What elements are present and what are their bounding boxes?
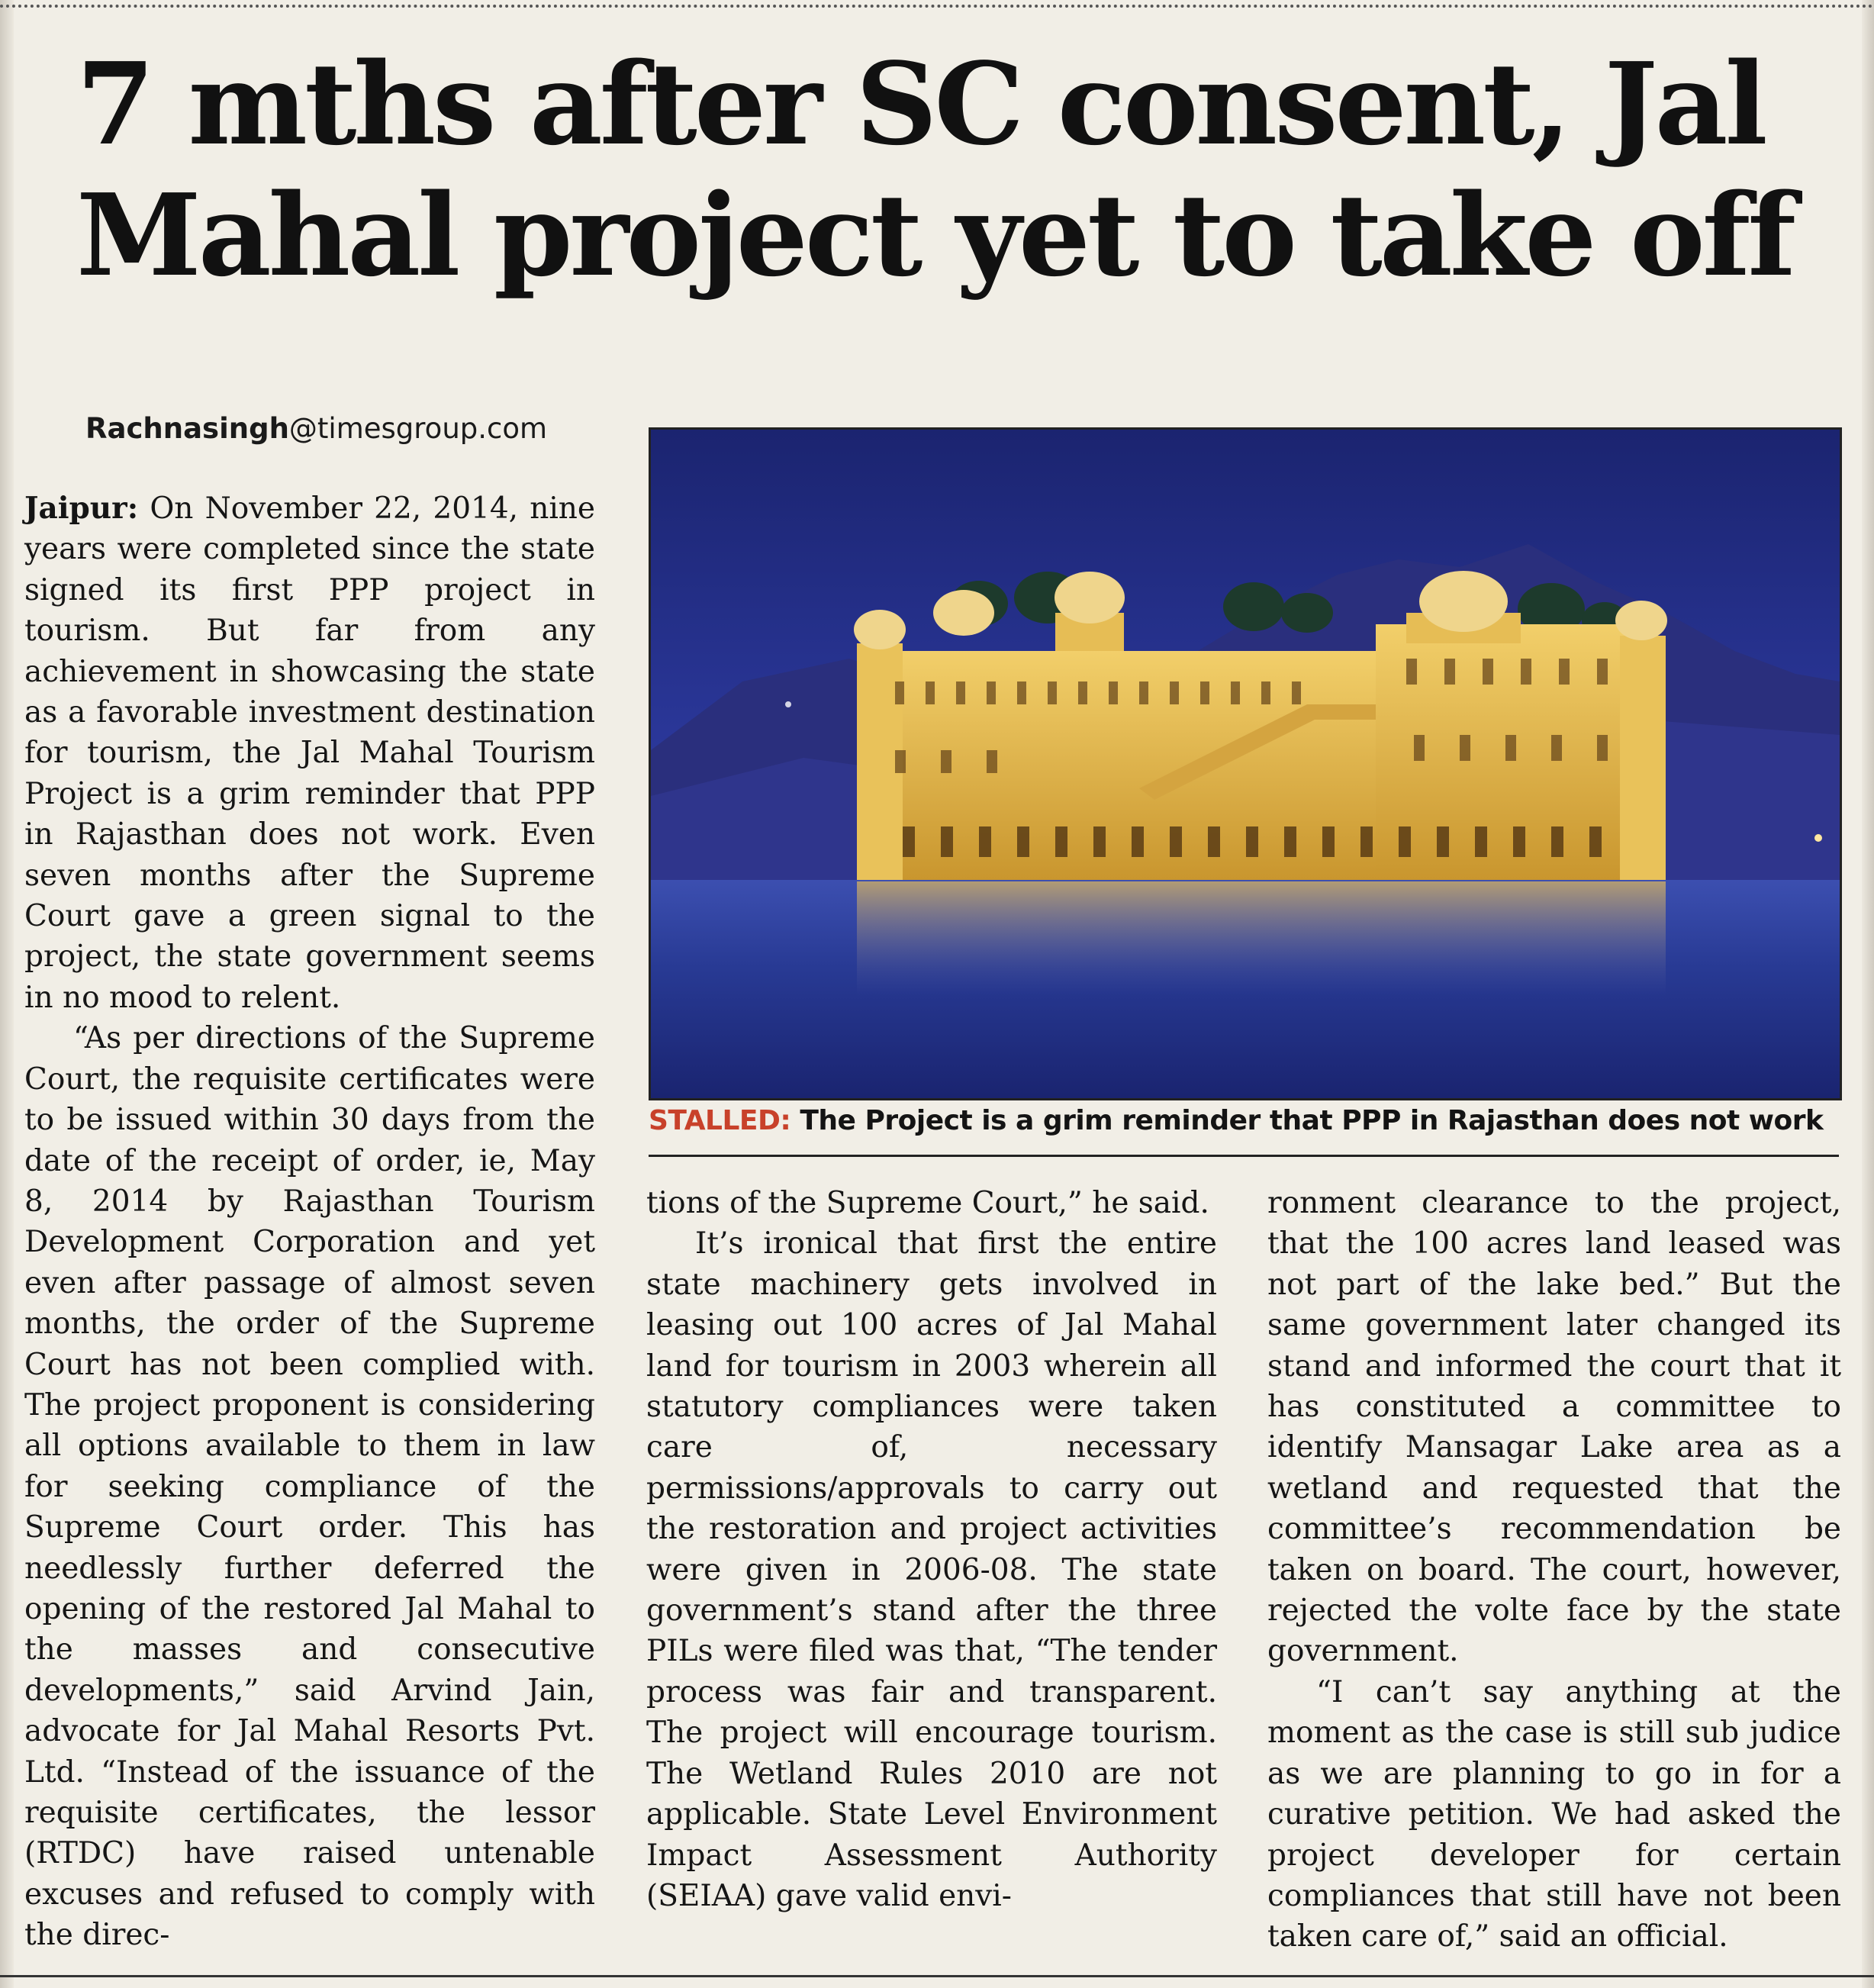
article-column-3 (1267, 1183, 1841, 1980)
column-3-paragraph-1: ronment clearance to the project, that the 100 acres land leased was not part of the lake bed.” But the same government later changed its stand and informed the court that it has constituted a committee to identify Mansagar Lake area as a wetland and requested that the committee’s recommendation be taken on board. The court, however, rejected the volte face by the state government. (1267, 1186, 1841, 1669)
column-1-paragraph-2: “As per directions of the Supreme Court, the requisite certificates were to be issued within 30 days from the date of the receipt of order, ie, May 8, 2014 by Rajasthan Tourism Development Corporation and yet even after passage of almost seven months, the order of the Supreme Court has not been complied with. The project proponent is considering all options available to them in law for seeking compliance of the Supreme Court order. This has needlessly further deferred the opening of the restored Jal Mahal to the masses and consecutive developments,” said Arvind Jain, advocate for Jal Mahal Resorts Pvt. Ltd. “Instead of the issuance of the requisite certificates, the lessor (RTDC) have raised untenable excuses and refused to comply with the direc- (24, 1021, 595, 1953)
lead-text: On November 22, 2014, nine years were completed since the state signed its first PPP project in tourism. But far from any achievement in showcasing the state as a favorable investment destination for tourism, the Jal Mahal Tourism Project is a grim reminder that PPP in Rajasthan does not work. Even seven months after the Supreme Court gave a green signal to the project, the state government seems in no mood to relent. (24, 491, 596, 1015)
jal-mahal-illustration (651, 430, 1840, 1098)
jal-mahal-photo (649, 427, 1842, 1100)
column-2-paragraph-1: tions of the Supreme Court,” he said. (646, 1186, 1209, 1220)
page-right-bleed (1862, 0, 1874, 1988)
byline-name: Rachnasingh (85, 412, 289, 445)
headline-line-2: Mahal project yet to take off (76, 169, 1794, 301)
headline (76, 38, 1831, 301)
caption-kicker: STALLED: (649, 1105, 791, 1136)
column-2-paragraph-2: It’s ironical that first the entire state machinery gets involved in leasing out 100 acres of Jal Mahal land for tourism in 2003 wherein all statutory compliances were taken care of, necessary permissions/approvals to carry out the restoration and project activities were given in 2006-08. The state government’s stand after the three PILs were filed was that, “The tender process was fair and transparent. The project will encourage tourism. The Wetland Rules 2010 are not applicable. State Level Environment Impact Assessment Authority (SEIAA) gave valid envi- (646, 1226, 1217, 1913)
top-dotted-rule (0, 5, 1874, 8)
column-3-paragraph-2: “I can’t say anything at the moment as the case is still sub judice as we are planning to go in for a curative petition. We had asked the project developer for certain compliances that still have not been taken care of,” said an official. (1267, 1674, 1841, 1954)
article-column-2 (646, 1183, 1217, 1980)
photo-caption (649, 1105, 1839, 1136)
page-left-bleed (0, 0, 14, 1988)
caption-rule (649, 1155, 1839, 1157)
headline-line-1: 7 mths after SC consent, Jal (76, 37, 1765, 170)
byline (85, 412, 547, 445)
shore-light (1814, 834, 1822, 842)
distant-light (785, 701, 791, 707)
bottom-rule (0, 1975, 1874, 1977)
article-column-1 (24, 488, 595, 1980)
column-1-paragraph-1 (24, 488, 595, 1018)
reflection (857, 881, 1666, 996)
dateline: Jaipur: (24, 491, 139, 526)
byline-domain: @timesgroup.com (288, 412, 548, 445)
caption-text: The Project is a grim reminder that PPP in Rajasthan does not work (790, 1105, 1824, 1136)
